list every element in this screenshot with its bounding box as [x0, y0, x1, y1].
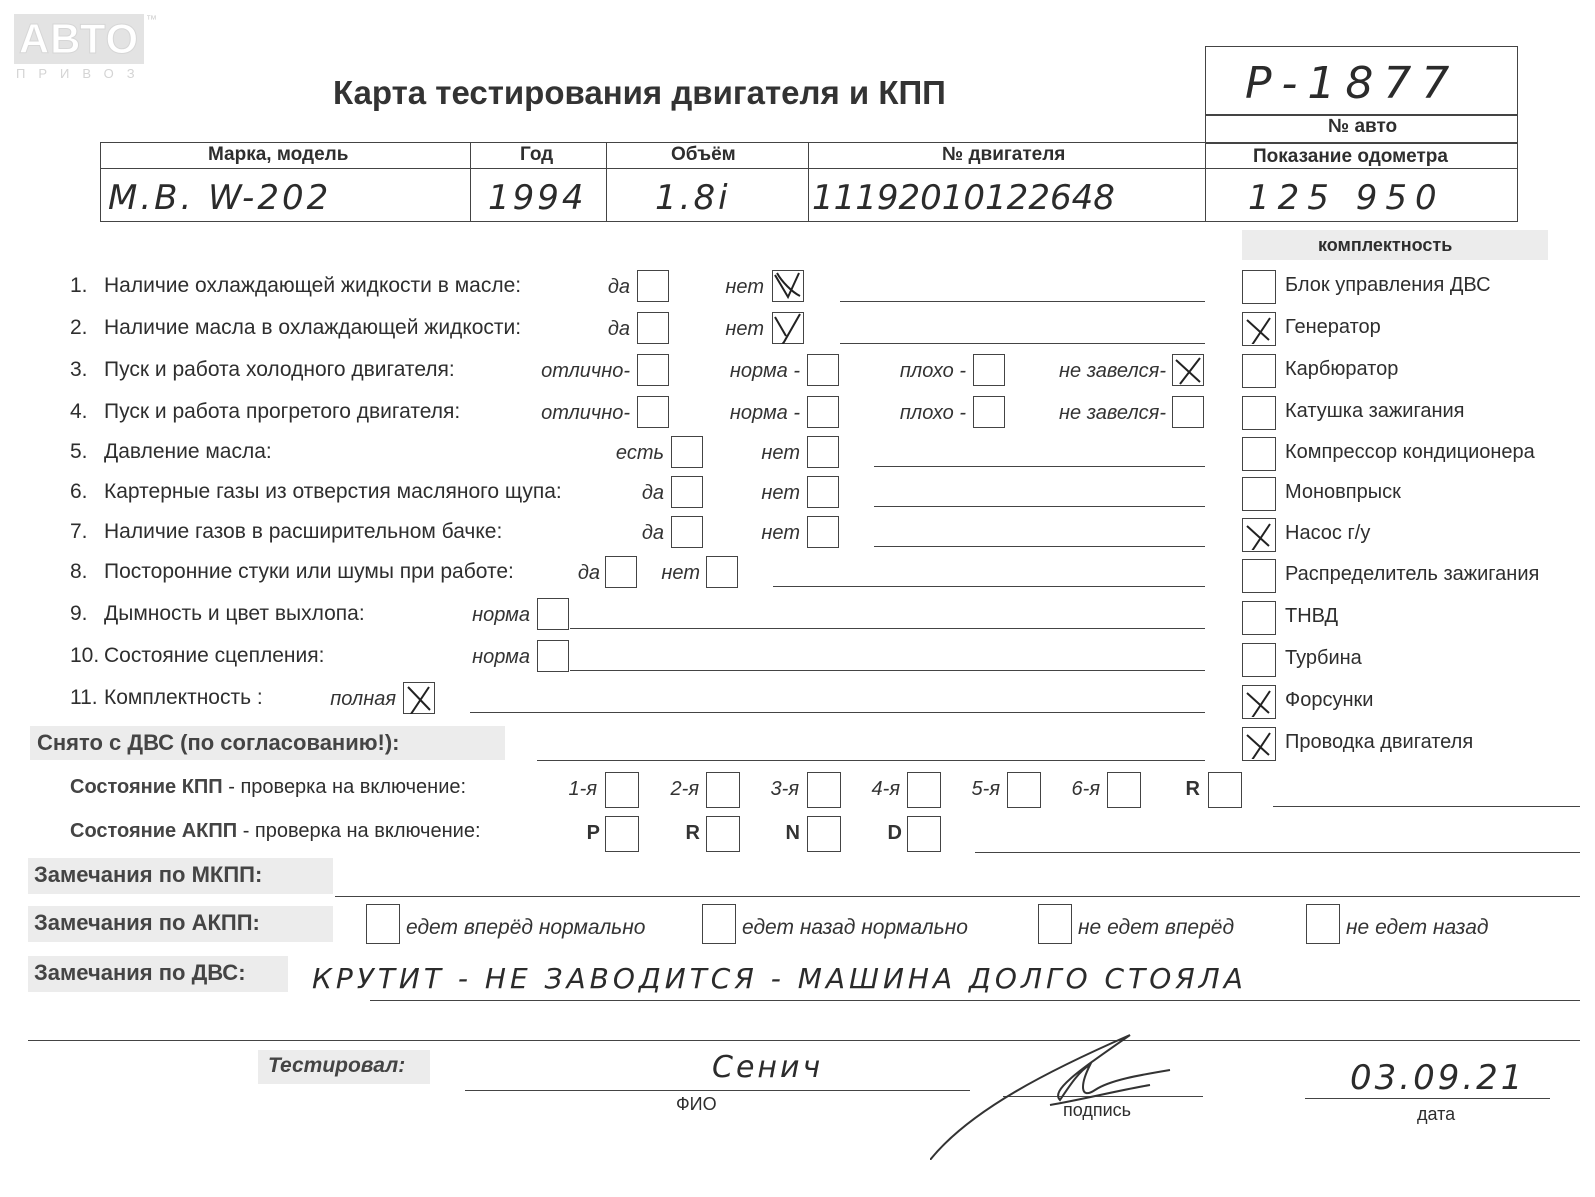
checkbox-da-7[interactable]	[671, 516, 703, 548]
checkbox-otl-3[interactable]	[637, 354, 669, 386]
checkbox-akpp-r[interactable]	[706, 816, 740, 852]
header-divider	[100, 168, 1518, 169]
opt-norma-4: норма -	[729, 402, 800, 424]
item-num-5: 5.	[70, 440, 88, 463]
akpp-gear-r: R	[685, 822, 700, 844]
kit-item-label: Турбина	[1285, 647, 1362, 669]
kpp-gear-1: 1-я	[568, 778, 597, 800]
item-text-5: Давление масла:	[104, 440, 272, 463]
akpp-opt-forward-ok: едет вперёд нормально	[406, 916, 646, 939]
item-text-6: Картерные газы из отверстия масляного щупа:	[104, 480, 562, 503]
opt-ploho-4: плохо -	[899, 402, 966, 424]
checkbox-kpp-4[interactable]	[907, 772, 941, 808]
answer-line-9	[570, 628, 1205, 629]
remarks-akpp-label: Замечания по АКПП:	[34, 910, 260, 935]
answer-line-10	[570, 670, 1205, 671]
opt-otl-4: отлично-	[541, 402, 630, 424]
checkbox-net-5[interactable]	[807, 436, 839, 468]
akpp-gear-n: N	[785, 822, 800, 844]
remarks-dvs-line-2	[28, 1040, 1580, 1041]
remarks-dvs-label: Замечания по ДВС:	[34, 960, 246, 985]
kit-item-label: Проводка двигателя	[1285, 731, 1474, 753]
kpp-line	[1273, 806, 1580, 807]
answer-line-2	[840, 343, 1205, 344]
checkbox-da-1[interactable]	[637, 270, 669, 302]
opt-da-2: да	[607, 318, 630, 340]
kit-item-label: ТНВД	[1285, 605, 1339, 627]
car-number-label: № авто	[1328, 116, 1398, 137]
kpp-gear-2: 2-я	[670, 778, 699, 800]
kit-item-label: Компрессор кондиционера	[1285, 441, 1535, 463]
checkbox-ploho-3[interactable]	[973, 354, 1005, 386]
header-value-engine-no: 11192010122648	[812, 178, 1115, 218]
opt-net-1: нет	[725, 276, 764, 298]
opt-da-6: да	[641, 482, 664, 504]
akpp-gear-p: P	[586, 822, 600, 844]
tested-label: Тестировал:	[268, 1054, 406, 1077]
answer-line-7	[874, 546, 1205, 547]
opt-otl-3: отлично-	[541, 360, 630, 382]
checkbox-net-7[interactable]	[807, 516, 839, 548]
fio-value: Сенич	[712, 1050, 824, 1085]
kit-item-label: Генератор	[1285, 316, 1381, 338]
remarks-dvs-value: КРУТИТ - НЕ ЗАВОДИТСЯ - МАШИНА ДОЛГО СТОЯЛА	[312, 962, 1247, 995]
kpp-gear-3: 3-я	[770, 778, 799, 800]
akpp-opt-no-back: не едет назад	[1346, 916, 1489, 939]
kit-checkbox-5[interactable]	[1242, 437, 1276, 471]
item-text-10: Состояние сцепления:	[104, 644, 325, 667]
checkbox-net-8[interactable]	[706, 556, 738, 588]
checkbox-norma-9[interactable]	[537, 598, 569, 630]
checkbox-norma-10[interactable]	[537, 640, 569, 672]
akpp-opt-no-forward: не едет вперёд	[1078, 916, 1235, 939]
kpp-gear-6: 6-я	[1071, 778, 1100, 800]
check-mark-icon	[1242, 518, 1274, 550]
opt-norma-9: норма	[472, 604, 530, 626]
logo-tm: ™	[146, 14, 157, 26]
answer-line-6	[874, 506, 1205, 507]
opt-nezav-3: не завелся-	[1059, 360, 1166, 382]
kit-title: комплектность	[1318, 235, 1453, 255]
header-col-odometer: Показание одометра	[1253, 146, 1448, 167]
akpp-label	[70, 820, 481, 843]
item-text-4: Пуск и работа прогретого двигателя:	[104, 400, 461, 423]
opt-da-1: да	[607, 276, 630, 298]
item-num-3: 3.	[70, 358, 88, 381]
item-text-2: Наличие масла в охлаждающей жидкости:	[104, 316, 522, 339]
kit-item-label: Моновпрыск	[1285, 481, 1401, 503]
signature-icon	[930, 1030, 1190, 1160]
answer-line-1	[840, 301, 1205, 302]
item-num-11: 11.	[70, 686, 98, 709]
header-col-sep	[808, 142, 809, 222]
opt-da-8: да	[577, 562, 600, 584]
header-col-volume: Объём	[671, 144, 736, 165]
item-num-4: 4.	[70, 400, 88, 423]
sign-label: подпись	[1063, 1100, 1132, 1120]
answer-line-5	[874, 466, 1205, 467]
date-line	[1305, 1098, 1550, 1099]
item-num-1: 1.	[70, 274, 88, 297]
item-text-1: Наличие охлаждающей жидкости в масле:	[104, 274, 522, 297]
header-value-odometer: 125 950	[1248, 178, 1445, 218]
item-text-7: Наличие газов в расширительном бачке:	[104, 520, 503, 543]
opt-nezav-4: не завелся-	[1059, 402, 1166, 424]
check-mark-icon	[403, 682, 435, 714]
checkbox-kpp-2[interactable]	[706, 772, 740, 808]
checkbox-norma-3[interactable]	[807, 354, 839, 386]
check-mark-icon	[772, 270, 804, 302]
date-value: 03.09.21	[1350, 1058, 1526, 1098]
kit-checkbox-9[interactable]	[1242, 601, 1276, 635]
removed-line	[537, 760, 1205, 761]
header-value-year: 1994	[488, 178, 587, 218]
checkbox-kpp-3[interactable]	[807, 772, 841, 808]
kit-item-label: Блок управления ДВС	[1285, 274, 1491, 296]
checkbox-est-5[interactable]	[671, 436, 703, 468]
car-number-value: Р-1877	[1245, 58, 1460, 109]
checkbox-ploho-4[interactable]	[973, 396, 1005, 428]
answer-line-8	[773, 586, 1205, 587]
checkbox-da-8[interactable]	[605, 556, 637, 588]
fio-label: ФИО	[676, 1094, 717, 1114]
item-num-7: 7.	[70, 520, 88, 543]
kit-checkbox-10[interactable]	[1242, 643, 1276, 677]
checkbox-akpp-no-forward[interactable]	[1038, 904, 1072, 944]
checkbox-kpp-5[interactable]	[1007, 772, 1041, 808]
item-text-3: Пуск и работа холодного двигателя:	[104, 358, 455, 381]
akpp-opt-back-ok: едет назад нормально	[742, 916, 968, 939]
checkbox-norma-4[interactable]	[807, 396, 839, 428]
checkbox-da-6[interactable]	[671, 476, 703, 508]
kit-checkbox-4[interactable]	[1242, 396, 1276, 430]
opt-net-7: нет	[761, 522, 800, 544]
check-mark-icon	[1242, 685, 1274, 717]
kit-item-label: Карбюратор	[1285, 358, 1399, 380]
item-text-11: Комплектность :	[104, 686, 263, 709]
date-label: дата	[1417, 1104, 1456, 1124]
checkbox-akpp-no-back[interactable]	[1306, 904, 1340, 944]
removed-label: Снято с ДВС (по согласованию!):	[37, 730, 400, 755]
kit-checkbox-6[interactable]	[1242, 477, 1276, 511]
checkbox-kpp-r[interactable]	[1208, 772, 1242, 808]
item-num-2: 2.	[70, 316, 88, 339]
header-value-volume: 1.8i	[655, 178, 731, 218]
checkbox-akpp-back-ok[interactable]	[702, 904, 736, 944]
header-value-model: М.В. W-202	[108, 178, 332, 218]
checkbox-akpp-d[interactable]	[907, 816, 941, 852]
akpp-line	[975, 852, 1580, 853]
kpp-gear-r: R	[1185, 778, 1200, 800]
header-col-sep	[1205, 142, 1206, 222]
item-num-6: 6.	[70, 480, 88, 503]
kit-checkbox-8[interactable]	[1242, 559, 1276, 593]
akpp-label-rest: - проверка на включение:	[237, 820, 481, 842]
check-mark-icon	[1242, 312, 1274, 344]
page-title: Карта тестирования двигателя и КПП	[333, 74, 946, 111]
kit-item-label: Насос г/у	[1285, 522, 1371, 544]
akpp-gear-d: D	[887, 822, 902, 844]
kit-checkbox-3[interactable]	[1242, 354, 1276, 388]
kpp-gear-5: 5-я	[971, 778, 1000, 800]
checkbox-net-6[interactable]	[807, 476, 839, 508]
kpp-gear-4: 4-я	[871, 778, 900, 800]
opt-net-5: нет	[761, 442, 800, 464]
item-text-8: Посторонние стуки или шумы при работе:	[104, 560, 514, 583]
logo	[14, 14, 157, 84]
checkbox-akpp-p[interactable]	[605, 816, 639, 852]
header-col-engine-no: № двигателя	[942, 144, 1066, 165]
kit-checkbox-1[interactable]	[1242, 270, 1276, 304]
check-mark-icon	[1242, 727, 1274, 759]
checkbox-kpp-1[interactable]	[605, 772, 639, 808]
akpp-label-bold: Состояние АКПП	[70, 820, 238, 842]
checkbox-otl-4[interactable]	[637, 396, 669, 428]
item-num-8: 8.	[70, 560, 88, 583]
kit-item-label: Катушка зажигания	[1285, 400, 1465, 422]
opt-da-7: да	[641, 522, 664, 544]
opt-est-5: есть	[615, 442, 664, 464]
logo-sub: ПРИВОЗ	[16, 66, 148, 81]
check-mark-icon	[1172, 354, 1204, 386]
opt-norma-10: норма	[472, 646, 530, 668]
checkbox-akpp-n[interactable]	[807, 816, 841, 852]
header-col-model: Марка, модель	[208, 144, 349, 165]
header-col-year: Год	[520, 144, 554, 165]
kit-item-label: Распределитель зажигания	[1285, 563, 1540, 585]
header-col-sep	[606, 142, 607, 222]
check-mark-icon	[772, 312, 804, 344]
opt-net-6: нет	[761, 482, 800, 504]
header-col-sep	[470, 142, 471, 222]
answer-line-11	[470, 712, 1205, 713]
checkbox-da-2[interactable]	[637, 312, 669, 344]
kpp-label-bold: Состояние КПП	[70, 776, 223, 798]
checkbox-nezav-4[interactable]	[1172, 396, 1204, 428]
opt-polnaya-11: полная	[330, 688, 396, 710]
item-num-10: 10.	[70, 644, 100, 667]
item-text-9: Дымность и цвет выхлопа:	[104, 602, 365, 625]
checkbox-akpp-forward-ok[interactable]	[366, 904, 400, 944]
checkbox-kpp-6[interactable]	[1107, 772, 1141, 808]
kpp-label	[70, 776, 466, 799]
opt-net-2: нет	[725, 318, 764, 340]
opt-net-8: нет	[661, 562, 700, 584]
kit-item-label: Форсунки	[1285, 689, 1374, 711]
item-num-9: 9.	[70, 602, 88, 625]
opt-norma-3: норма -	[729, 360, 800, 382]
remarks-dvs-line	[370, 1000, 1580, 1001]
remarks-mkpp-line	[335, 896, 1580, 897]
fio-line	[465, 1090, 970, 1091]
opt-ploho-3: плохо -	[899, 360, 966, 382]
kpp-label-rest: - проверка на включение:	[222, 776, 467, 798]
remarks-mkpp-label: Замечания по МКПП:	[34, 862, 263, 887]
logo-main: АВТО	[14, 14, 144, 64]
